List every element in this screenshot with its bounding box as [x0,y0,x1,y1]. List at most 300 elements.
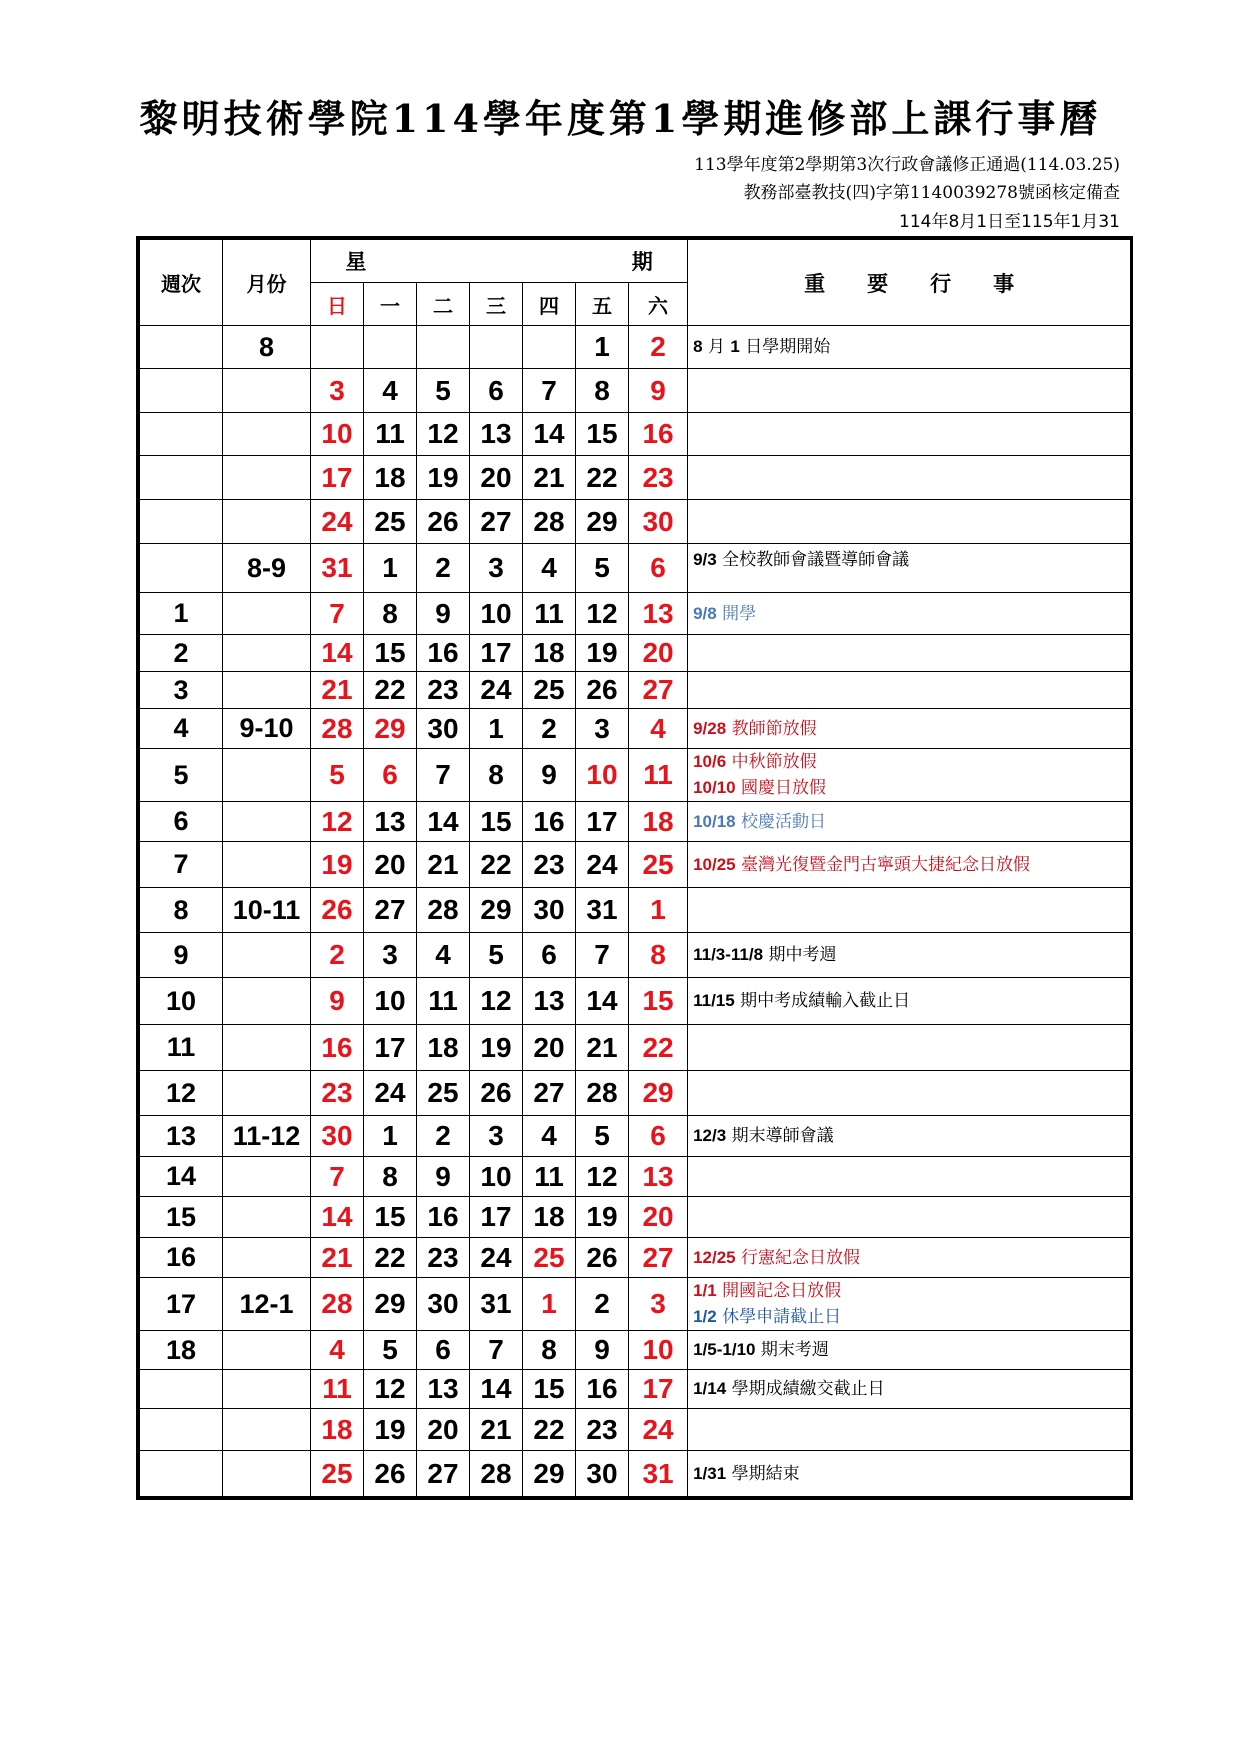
day-cell: 6 [629,544,688,593]
event-date: 10/10 [693,778,736,797]
day-cell: 1 [470,709,523,749]
event-cell [688,413,1131,456]
event-date: 1/1 [693,1281,717,1300]
day-cell: 2 [523,709,576,749]
day-cell: 1 [364,544,417,593]
day-cell: 12 [364,1370,417,1409]
day-cell: 27 [417,1451,470,1497]
day-cell: 17 [364,1025,417,1071]
day-cell: 30 [576,1451,629,1497]
calendar-row [140,1370,1131,1409]
day-cell: 28 [311,709,364,749]
day-cell: 14 [311,635,364,672]
event-cell [688,802,1131,842]
day-cell: 15 [470,802,523,842]
page-title: 黎明技術學院114學年度第1學期進修部上課行事曆 [139,96,1102,141]
event-item [693,716,1130,742]
day-cell: 16 [576,1370,629,1409]
week-number [140,500,223,544]
day-cell: 1 [364,1116,417,1157]
calendar-row [140,1409,1131,1451]
event-cell [688,326,1131,369]
day-cell: 31 [576,888,629,933]
day-cell: 14 [470,1370,523,1409]
week-number [140,369,223,413]
event-cell [688,842,1131,888]
header-day-sat: 六 [629,283,688,326]
event-cell [688,1025,1131,1071]
day-cell: 18 [629,802,688,842]
day-cell: 27 [523,1071,576,1116]
day-cell: 10 [311,413,364,456]
calendar-row [140,593,1131,635]
day-cell: 12 [576,1157,629,1197]
calendar-row [140,369,1131,413]
month-label [223,1409,311,1451]
day-cell: 1 [523,1278,576,1331]
header-row-1 [140,240,1131,283]
day-cell: 30 [417,1278,470,1331]
month-label [223,500,311,544]
day-cell: 23 [311,1071,364,1116]
calendar-row [140,1197,1131,1238]
event-text: 期末導師會議 [731,1126,834,1146]
event-text: 校慶活動日 [741,811,827,832]
month-label [223,749,311,802]
event-text: 教師節放假 [731,718,817,739]
day-cell: 24 [311,500,364,544]
event-cell [688,635,1131,672]
month-label [223,842,311,888]
header-day-fri: 五 [576,283,629,326]
header-weekday-right: 期 [631,249,653,274]
event-text: 行憲紀念日放假 [741,1247,861,1268]
header-day-wed: 三 [470,283,523,326]
day-cell: 28 [417,888,470,933]
event-date: 10/6 [693,752,727,771]
week-number: 15 [140,1197,223,1238]
day-cell: 3 [470,1116,523,1157]
day-cell: 25 [364,500,417,544]
day-cell: 10 [470,1157,523,1197]
week-number: 12 [140,1071,223,1116]
event-cell [688,709,1131,749]
event-item [693,1245,1130,1271]
day-cell: 22 [629,1025,688,1071]
day-cell: 18 [311,1409,364,1451]
approval-note: 113學年度第2學期第3次行政會議修正通過(114.03.25) [694,155,1120,175]
day-cell: 21 [470,1409,523,1451]
month-label [223,1071,311,1116]
calendar-row [140,933,1131,978]
ministry-note: 教務部臺教技(四)字第1140039278號函核定備查 [743,183,1120,203]
calendar-table [139,239,1131,1497]
day-cell: 15 [576,413,629,456]
day-cell: 24 [629,1409,688,1451]
day-cell: 1 [576,326,629,369]
day-cell: 26 [576,672,629,709]
day-cell: 24 [364,1071,417,1116]
calendar-row [140,978,1131,1025]
event-date: 10/25 [693,854,736,874]
day-cell: 17 [311,456,364,500]
month-label [223,593,311,635]
day-cell: 23 [417,672,470,709]
calendar-row [140,635,1131,672]
day-cell: 24 [470,672,523,709]
day-cell: 28 [576,1071,629,1116]
day-cell: 19 [576,635,629,672]
day-cell: 29 [364,1278,417,1331]
month-label [223,635,311,672]
day-cell: 14 [417,802,470,842]
event-date: 1/5-1/10 [693,1340,756,1359]
day-cell [523,326,576,369]
day-cell: 29 [364,709,417,749]
day-cell: 20 [364,842,417,888]
day-cell: 23 [629,456,688,500]
event-item [693,601,1130,627]
day-cell: 26 [364,1451,417,1497]
event-cell [688,1238,1131,1278]
day-cell: 16 [311,1025,364,1071]
date-range-note: 114年8月1日至115年1月31 [899,212,1120,232]
day-cell: 10 [364,978,417,1025]
day-cell: 26 [576,1238,629,1278]
day-cell: 18 [364,456,417,500]
event-text: 期中考成績輸入截止日 [740,991,911,1011]
day-cell: 4 [523,1116,576,1157]
month-label: 11-12 [223,1116,311,1157]
day-cell: 4 [523,544,576,593]
week-number: 9 [140,933,223,978]
event-item [693,809,1130,835]
calendar-row [140,1116,1131,1157]
day-cell: 19 [311,842,364,888]
event-date: 1/31 [693,1463,727,1483]
day-cell: 18 [523,635,576,672]
event-text: 期末考週 [760,1340,829,1360]
calendar-body [140,326,1131,1497]
event-cell [688,1409,1131,1451]
event-cell [688,1116,1131,1157]
event-date: 1/2 [693,1307,717,1326]
calendar-row [140,456,1131,500]
day-cell [311,326,364,369]
header-month: 月份 [223,240,311,326]
day-cell: 26 [470,1071,523,1116]
event-text: 中秋節放假 [731,752,817,772]
day-cell: 1 [629,888,688,933]
event-cell [688,1157,1131,1197]
day-cell: 8 [629,933,688,978]
day-cell: 31 [629,1451,688,1497]
day-cell: 3 [470,544,523,593]
month-label [223,1331,311,1370]
day-cell: 15 [629,978,688,1025]
month-label [223,1451,311,1497]
event-cell [688,593,1131,635]
day-cell: 22 [523,1409,576,1451]
day-cell: 21 [523,456,576,500]
calendar-row [140,1157,1131,1197]
day-cell: 28 [311,1278,364,1331]
header-day-mon: 一 [364,283,417,326]
month-label [223,672,311,709]
calendar-row [140,1331,1131,1370]
event-text: 日學期開始 [745,337,831,357]
week-number [140,544,223,593]
event-cell [688,978,1131,1025]
month-label [223,1025,311,1071]
week-number [140,413,223,456]
day-cell: 25 [311,1451,364,1497]
day-cell: 5 [576,544,629,593]
day-cell: 22 [364,1238,417,1278]
day-cell: 31 [470,1278,523,1331]
month-label [223,456,311,500]
day-cell: 14 [311,1197,364,1238]
day-cell: 27 [364,888,417,933]
header-day-thu: 四 [523,283,576,326]
calendar-row [140,1451,1131,1497]
month-label [223,1197,311,1238]
event-cell [688,544,1131,593]
event-text: 開國記念日放假 [722,1281,842,1301]
calendar-row [140,1025,1131,1071]
day-cell: 23 [523,842,576,888]
day-cell: 24 [470,1238,523,1278]
day-cell: 30 [417,709,470,749]
day-cell: 4 [364,369,417,413]
day-cell: 6 [629,1116,688,1157]
event-item [693,334,1130,360]
day-cell: 4 [629,709,688,749]
event-date: 10/18 [693,811,736,831]
day-cell: 7 [523,369,576,413]
day-cell: 28 [470,1451,523,1497]
day-cell: 18 [523,1197,576,1238]
event-text: 全校教師會議暨導師會議 [722,550,910,570]
day-cell: 25 [523,672,576,709]
event-date: 9/3 [693,550,717,569]
day-cell: 29 [470,888,523,933]
day-cell: 27 [629,1238,688,1278]
calendar-row [140,709,1131,749]
day-cell: 4 [417,933,470,978]
event-cell [688,1370,1131,1409]
day-cell: 7 [470,1331,523,1370]
event-date: 1/14 [693,1379,727,1398]
event-cell [688,369,1131,413]
day-cell: 30 [311,1116,364,1157]
week-number: 11 [140,1025,223,1071]
week-number: 2 [140,635,223,672]
day-cell: 4 [311,1331,364,1370]
event-item [693,1461,1130,1487]
day-cell: 19 [470,1025,523,1071]
day-cell: 16 [629,413,688,456]
month-label [223,413,311,456]
day-cell: 29 [523,1451,576,1497]
day-cell: 10 [629,1331,688,1370]
event-cell [688,888,1131,933]
day-cell [417,326,470,369]
week-number: 17 [140,1278,223,1331]
week-number: 10 [140,978,223,1025]
month-label: 10-11 [223,888,311,933]
day-cell: 9 [576,1331,629,1370]
day-cell: 8 [523,1331,576,1370]
day-cell: 11 [364,413,417,456]
day-cell: 11 [417,978,470,1025]
event-item [693,1123,1130,1149]
day-cell: 19 [364,1409,417,1451]
day-cell: 29 [576,500,629,544]
event-item [693,547,1130,573]
day-cell: 2 [311,933,364,978]
day-cell: 12 [417,413,470,456]
week-number: 8 [140,888,223,933]
event-item [693,1376,1130,1402]
day-cell: 3 [364,933,417,978]
day-cell: 20 [523,1025,576,1071]
day-cell: 22 [470,842,523,888]
event-date: 9/8 [693,603,717,623]
event-text: 月 [707,337,725,357]
event-date: 9/28 [693,718,727,738]
week-number: 16 [140,1238,223,1278]
day-cell: 12 [470,978,523,1025]
month-label: 8-9 [223,544,311,593]
calendar-row [140,326,1131,369]
day-cell: 3 [576,709,629,749]
day-cell: 2 [417,544,470,593]
day-cell: 21 [576,1025,629,1071]
day-cell: 20 [629,635,688,672]
month-label: 8 [223,326,311,369]
event-date: 11/3-11/8 [693,945,764,964]
week-number: 5 [140,749,223,802]
day-cell: 21 [417,842,470,888]
week-number: 7 [140,842,223,888]
day-cell: 15 [523,1370,576,1409]
day-cell: 16 [417,1197,470,1238]
event-cell [688,1331,1131,1370]
day-cell: 5 [364,1331,417,1370]
calendar-row [140,1278,1131,1331]
day-cell: 24 [576,842,629,888]
day-cell: 26 [311,888,364,933]
day-cell: 23 [417,1238,470,1278]
week-number: 18 [140,1331,223,1370]
calendar-row [140,1071,1131,1116]
event-cell [688,1278,1131,1331]
event-item [693,942,1130,968]
day-cell: 8 [470,749,523,802]
event-item [693,988,1130,1014]
day-cell: 14 [576,978,629,1025]
day-cell: 12 [311,802,364,842]
week-number [140,326,223,369]
day-cell: 18 [417,1025,470,1071]
day-cell: 13 [629,1157,688,1197]
day-cell: 11 [523,1157,576,1197]
day-cell: 7 [311,593,364,635]
event-text: 學期結束 [731,1463,800,1484]
week-number: 3 [140,672,223,709]
day-cell: 7 [311,1157,364,1197]
day-cell: 13 [364,802,417,842]
calendar-row [140,842,1131,888]
event-text: 休學申請截止日 [722,1307,842,1327]
header-weekday-left: 星 [345,249,367,274]
week-number: 1 [140,593,223,635]
event-date: 8 [693,337,703,356]
month-label [223,1238,311,1278]
month-label [223,1370,311,1409]
day-cell: 16 [417,635,470,672]
day-cell: 8 [364,1157,417,1197]
calendar-row [140,672,1131,709]
month-label [223,933,311,978]
day-cell: 2 [417,1116,470,1157]
header-weekday [311,240,688,283]
day-cell: 12 [576,593,629,635]
day-cell: 15 [364,1197,417,1238]
day-cell: 9 [523,749,576,802]
event-text: 學期成績繳交截止日 [731,1379,885,1399]
header-day-sun: 日 [311,283,364,326]
event-item [693,852,1130,878]
day-cell: 9 [311,978,364,1025]
day-cell: 15 [364,635,417,672]
day-cell: 28 [523,500,576,544]
week-number: 13 [140,1116,223,1157]
event-item [693,775,1130,801]
day-cell: 13 [629,593,688,635]
day-cell: 3 [311,369,364,413]
day-cell: 8 [364,593,417,635]
day-cell: 6 [417,1331,470,1370]
day-cell: 22 [576,456,629,500]
day-cell: 7 [417,749,470,802]
event-item [693,1304,1130,1330]
week-number [140,1370,223,1409]
day-cell: 11 [523,593,576,635]
day-cell: 5 [417,369,470,413]
day-cell: 13 [417,1370,470,1409]
week-number: 14 [140,1157,223,1197]
month-label: 12-1 [223,1278,311,1331]
event-text: 期中考週 [768,945,837,965]
day-cell: 10 [470,593,523,635]
header-events: 重 要 行 事 [688,240,1131,326]
month-label: 9-10 [223,709,311,749]
week-number: 4 [140,709,223,749]
month-label [223,369,311,413]
day-cell: 9 [629,369,688,413]
event-item [693,1337,1130,1363]
event-cell [688,456,1131,500]
header-day-tue: 二 [417,283,470,326]
day-cell: 7 [576,933,629,978]
calendar-row [140,802,1131,842]
week-number [140,1451,223,1497]
event-date: 1 [730,337,740,356]
day-cell: 19 [576,1197,629,1238]
week-number: 6 [140,802,223,842]
